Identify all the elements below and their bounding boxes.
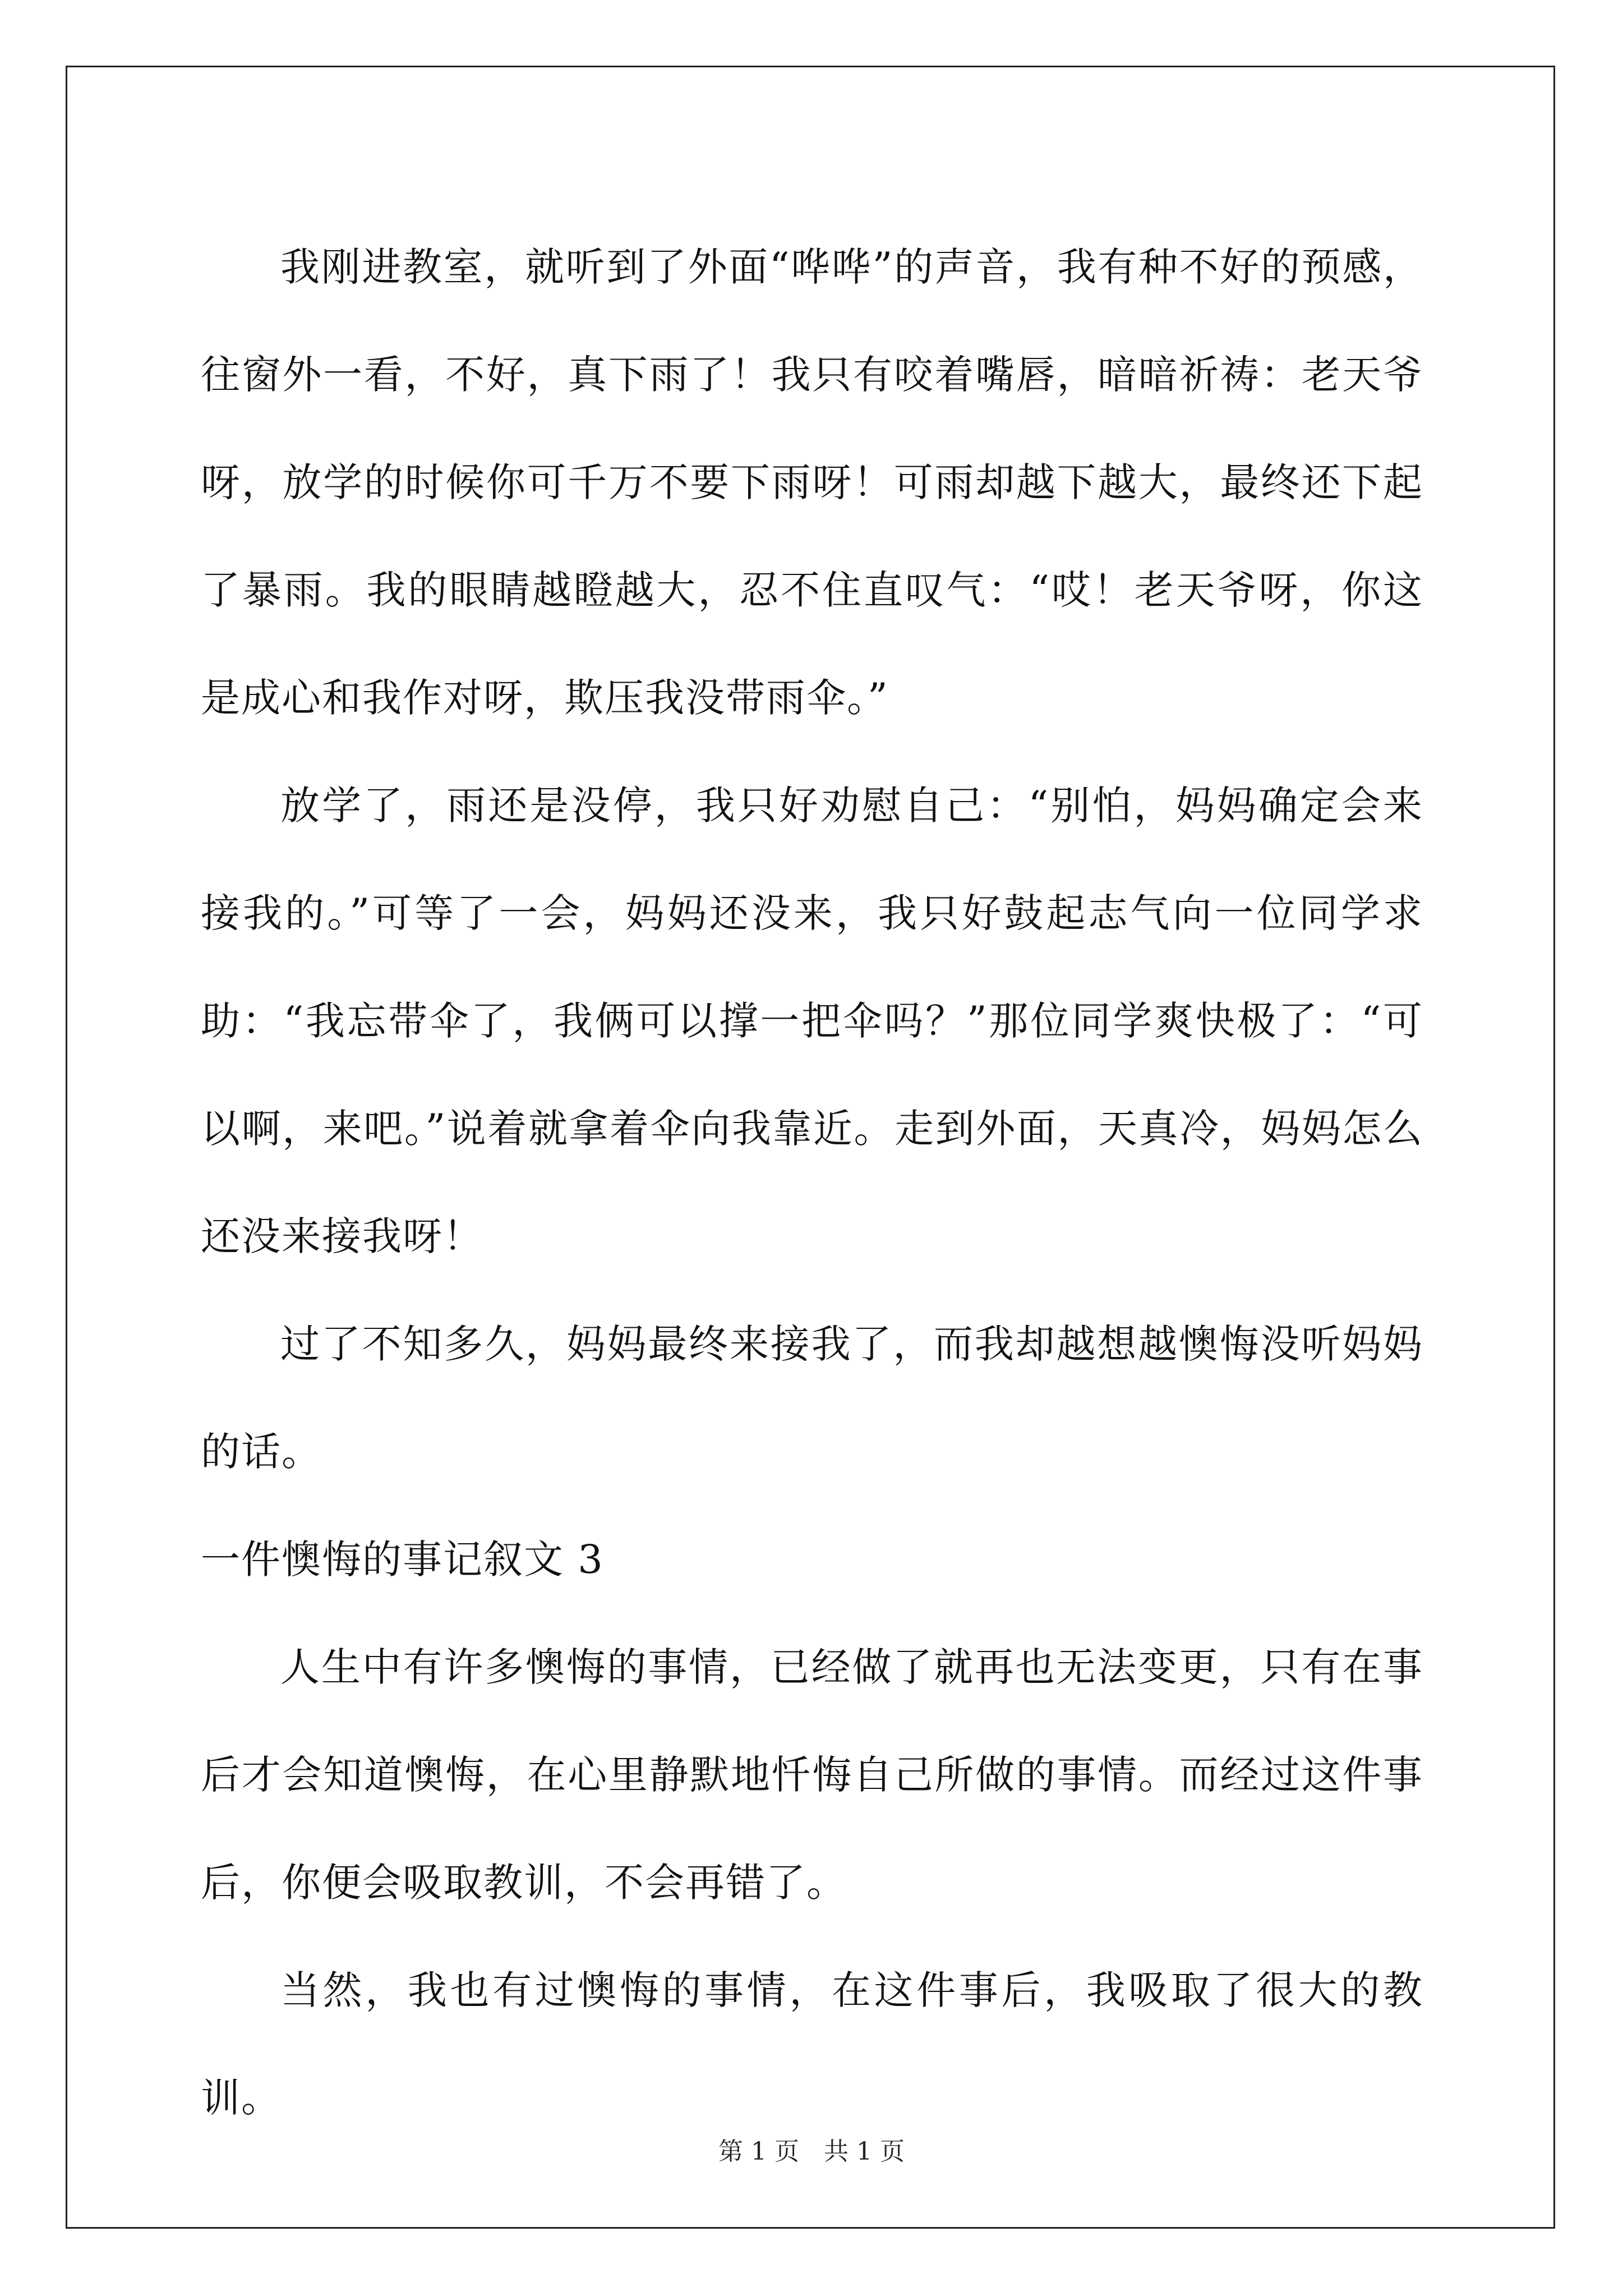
paragraph-3: 过了不知多久，妈妈最终来接我了，而我却越想越懊悔没听妈妈的话。 xyxy=(201,1321,1423,1475)
page-number-footer: 第 1 页 共 1 页 xyxy=(718,2137,905,2166)
section-heading: 一件懊悔的事记叙文 3 xyxy=(201,1536,604,1582)
paragraph-5: 当然，我也有过懊悔的事情，在这件事后，我吸取了很大的教训。 xyxy=(201,1967,1423,2121)
paragraph-2: 放学了，雨还是没停，我只好劝慰自己：“别怕，妈妈确定会来接我的。”可等了一会，妈妈还没来，我只好鼓起志气向一位同学求助：“我忘带伞了，我俩可以撑一把伞吗？”那位同学爽快极了：“可以啊，来吧。”说着就拿着伞向我靠近。走到外面，天真冷，妈妈怎么还没来接我呀！ xyxy=(201,783,1423,1259)
paragraph-1: 我刚进教室，就听到了外面“哗哗”的声音，我有种不好的预感，往窗外一看，不好，真下雨了！我只有咬着嘴唇，暗暗祈祷：老天爷呀，放学的时候你可千万不要下雨呀！可雨却越下越大，最终还下起了暴雨。我的眼睛越瞪越大，忍不住直叹气：“哎！老天爷呀，你这是成心和我作对呀，欺压我没带雨伞。” xyxy=(201,244,1423,721)
document-body xyxy=(201,213,1423,2152)
paragraph-4: 人生中有许多懊悔的事情，已经做了就再也无法变更，只有在事后才会知道懊悔，在心里静默地忏悔自己所做的事情。而经过这件事后，你便会吸取教训，不会再错了。 xyxy=(201,1644,1423,1906)
